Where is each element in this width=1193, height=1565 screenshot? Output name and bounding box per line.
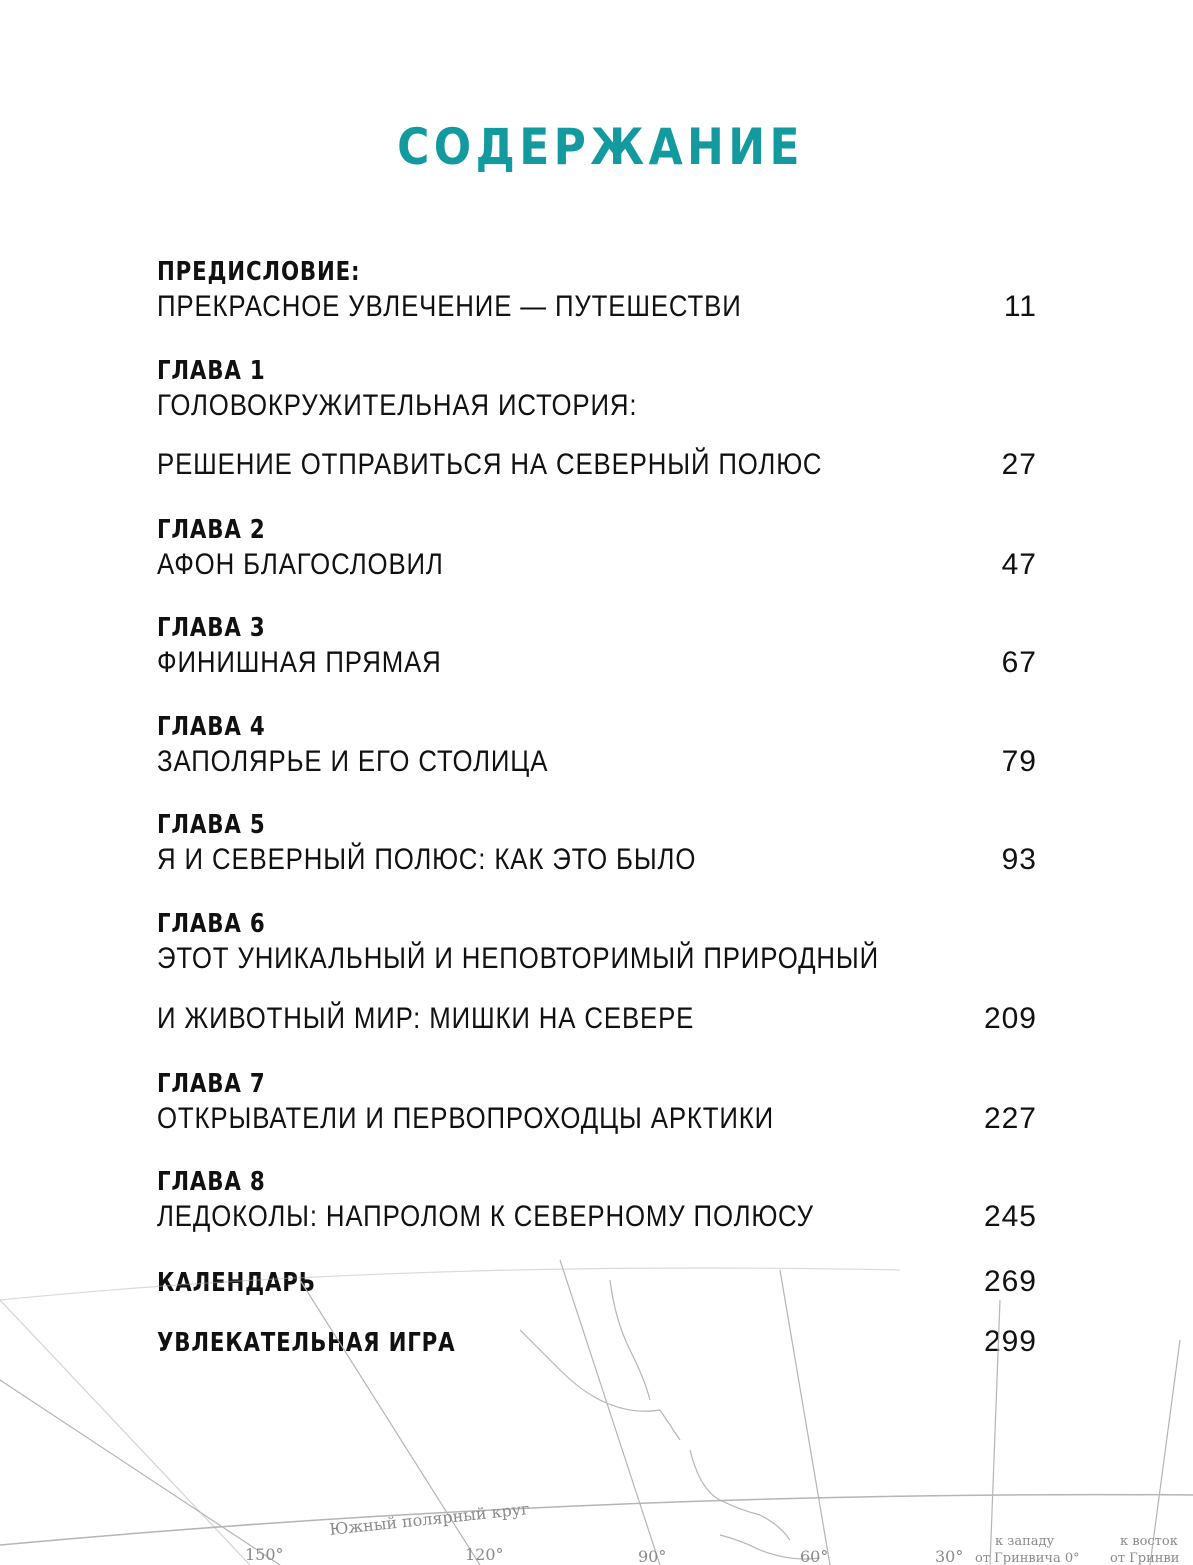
chapter-heading: ГЛАВА 2 xyxy=(157,515,266,545)
degree-label: 60° xyxy=(800,1547,829,1565)
chapter-heading: ГЛАВА 8 xyxy=(157,1167,266,1197)
toc-entry-chapter-7[interactable] xyxy=(157,1067,1037,1137)
west-label: к западу xyxy=(995,1534,1055,1549)
chapter-title: ГОЛОВОКРУЖИТЕЛЬНАЯ ИСТОРИЯ: xyxy=(157,389,638,422)
chapter-title: ОТКРЫВАТЕЛИ И ПЕРВОПРОХОДЦЫ АРКТИКИ xyxy=(157,1102,775,1135)
chapter-title: ЛЕДОКОЛЫ: НАПРОЛОМ К СЕВЕРНОМУ ПОЛЮСУ xyxy=(157,1200,814,1233)
toc-entry-chapter-6[interactable] xyxy=(157,907,1037,1037)
toc-entry-preface[interactable] xyxy=(157,255,1037,325)
chapter-title: ЗАПОЛЯРЬЕ И ЕГО СТОЛИЦА xyxy=(157,745,549,778)
chapter-heading: ГЛАВА 1 xyxy=(157,356,266,386)
chapter-heading: ГЛАВА 6 xyxy=(157,909,266,939)
chapter-heading: ГЛАВА 3 xyxy=(157,613,266,643)
chapter-title: ЭТОТ УНИКАЛЬНЫЙ И НЕПОВТОРИМЫЙ ПРИРОДНЫЙ xyxy=(157,942,879,975)
chapter-title-continued: РЕШЕНИЕ ОТПРАВИТЬСЯ НА СЕВЕРНЫЙ ПОЛЮС xyxy=(157,448,823,481)
page-number: 47 xyxy=(1001,548,1037,581)
degree-label: 30° xyxy=(935,1547,964,1565)
toc-entry-chapter-8[interactable] xyxy=(157,1165,1037,1235)
page-number: 27 xyxy=(1001,448,1037,481)
page-number: 269 xyxy=(983,1265,1037,1298)
toc-entry-chapter-3[interactable] xyxy=(157,611,1037,681)
chapter-title: ФИНИШНАЯ ПРЯМАЯ xyxy=(157,646,442,679)
toc-entry-chapter-4[interactable] xyxy=(157,710,1037,780)
east-label: к восток xyxy=(1120,1534,1178,1549)
toc-entry-chapter-5[interactable] xyxy=(157,808,1037,878)
page-number: 67 xyxy=(1001,646,1037,679)
chapter-heading: ГЛАВА 4 xyxy=(157,712,266,742)
degree-label: 150° xyxy=(245,1545,284,1564)
page-number: 209 xyxy=(983,1002,1037,1035)
page-number: 245 xyxy=(983,1200,1037,1233)
chapter-heading: ГЛАВА 5 xyxy=(157,810,266,840)
page-number: 93 xyxy=(1001,843,1037,876)
antarctic-circle-label: Южный полярный круг xyxy=(328,1499,531,1539)
degree-label: 90° xyxy=(638,1547,667,1565)
greenwich-label: от Гринвича 0° xyxy=(975,1551,1080,1565)
toc-entry-chapter-1[interactable] xyxy=(157,354,1037,483)
page-number: 79 xyxy=(1001,745,1037,778)
chapter-heading: ПРЕДИСЛОВИЕ: xyxy=(157,257,361,287)
page-title: СОДЕРЖАНИЕ xyxy=(397,118,804,176)
chapter-title: Я И СЕВЕРНЫЙ ПОЛЮС: КАК ЭТО БЫЛО xyxy=(157,843,697,876)
chapter-title-continued: И ЖИВОТНЫЙ МИР: МИШКИ НА СЕВЕРЕ xyxy=(157,1002,695,1035)
chapter-title: ПРЕКРАСНОЕ УВЛЕЧЕНИЕ — ПУТЕШЕСТВИ xyxy=(157,290,742,323)
background-map xyxy=(0,1240,1193,1565)
page-number: 11 xyxy=(1003,290,1037,323)
greenwich-label-2: от Гринви xyxy=(1110,1551,1180,1565)
section-title: КАЛЕНДАРЬ xyxy=(157,1268,316,1298)
chapter-heading: ГЛАВА 7 xyxy=(157,1069,266,1099)
toc-entry-chapter-2[interactable] xyxy=(157,513,1037,583)
page-number: 299 xyxy=(983,1325,1037,1358)
degree-label: 120° xyxy=(465,1545,504,1564)
page-number: 227 xyxy=(983,1102,1037,1135)
chapter-title: АФОН БЛАГОСЛОВИЛ xyxy=(157,548,444,581)
section-title: УВЛЕКАТЕЛЬНАЯ ИГРА xyxy=(157,1328,456,1358)
